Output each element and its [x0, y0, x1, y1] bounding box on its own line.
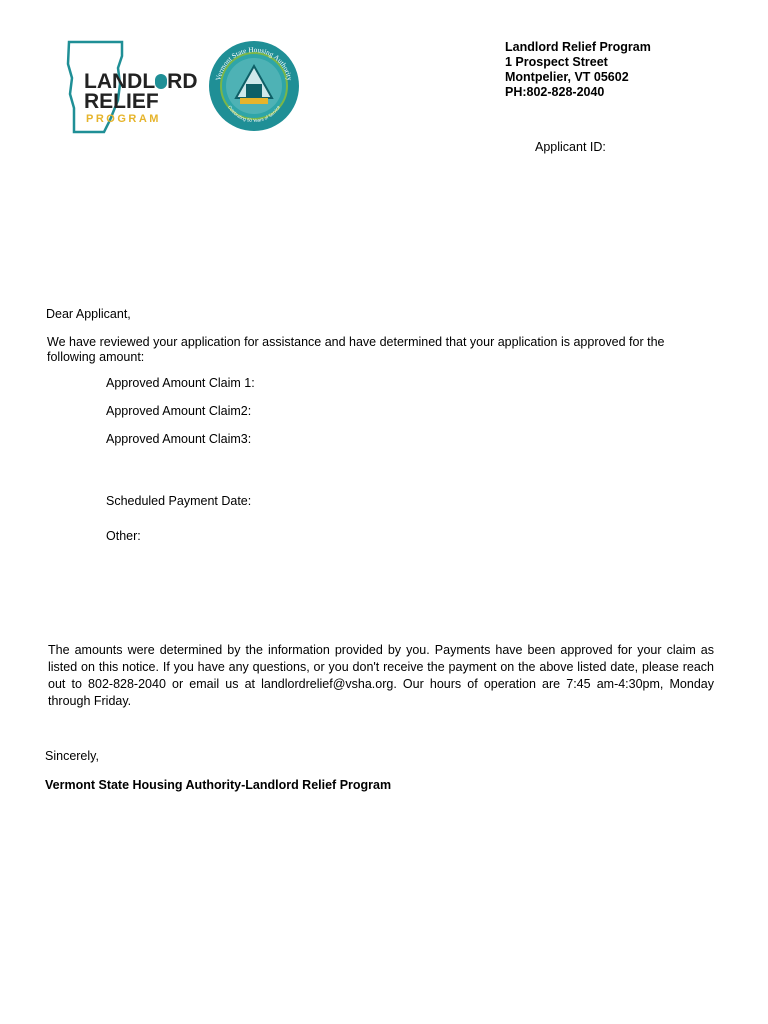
vsha-seal-icon: [208, 40, 300, 132]
closing: Sincerely,: [45, 749, 99, 763]
address-city: Montpelier, VT 05602: [505, 70, 629, 84]
salutation: Dear Applicant,: [46, 307, 131, 321]
approved-amount-claim-1-label: Approved Amount Claim 1:: [106, 376, 255, 390]
landlord-relief-program-logo: [64, 38, 208, 138]
intro-paragraph: We have reviewed your application for assistance and have determined that your application is approved for the following amount:: [47, 335, 665, 364]
applicant-id-label: Applicant ID:: [535, 140, 606, 154]
address-block: [505, 40, 651, 100]
seal-text-bottom: Celebrating 50 Years of Service: [226, 104, 282, 124]
other-label: Other:: [106, 529, 141, 543]
keyhole-icon: [155, 74, 167, 89]
logo-word-landlord: LANDL RD: [84, 70, 198, 93]
seal-text-top: Vermont State Housing Authority: [214, 45, 294, 82]
logo-word-relief: RELIEF: [84, 90, 159, 113]
vsha-seal-logo: [208, 40, 300, 132]
address-phone: PH:802-828-2040: [505, 85, 605, 99]
approved-amount-claim-3-label: Approved Amount Claim3:: [106, 432, 252, 446]
logo-word-program: PROGRAM: [86, 113, 161, 125]
signature-line: Vermont State Housing Authority-Landlord Relief Program: [45, 778, 392, 792]
scheduled-payment-date-label: Scheduled Payment Date:: [106, 494, 252, 508]
address-street: 1 Prospect Street: [505, 55, 608, 69]
approved-amount-claim-2-label: Approved Amount Claim2:: [106, 404, 252, 418]
notice-paragraph: The amounts were determined by the information provided by you. Payments have been approved for your claim as listed on this notice. If you have any questions, or you don't receive the payment on the above listed date, please reach out to 802-828-2040 or email us at landlordrelief@vsha.org. Our hours of operation are 7:45 am-4:30pm, Monday through Friday.: [48, 643, 714, 708]
address-org: Landlord Relief Program: [505, 40, 651, 54]
